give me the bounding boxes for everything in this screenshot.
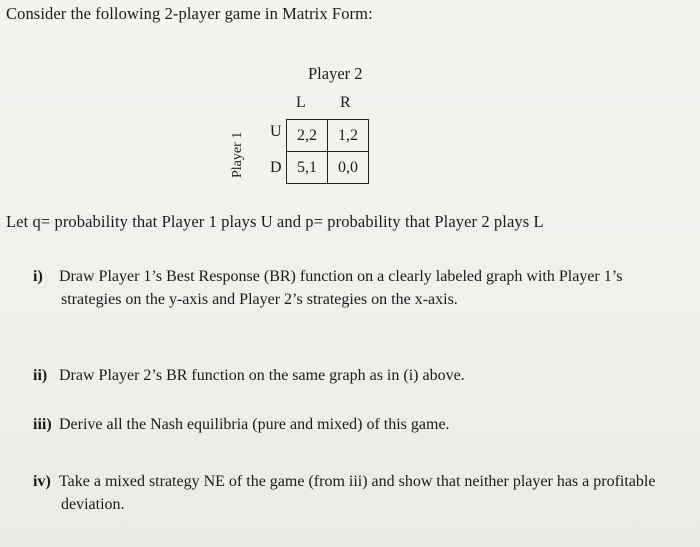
payoff-cell-d-r: 0,0 xyxy=(328,152,369,184)
question-i-line2: strategies on the y-axis and Player 2’s strategies on the x-axis. xyxy=(61,291,458,308)
matrix-row-u xyxy=(287,120,369,152)
question-iv-line2: deviation. xyxy=(61,496,125,513)
payoff-cell-u-r: 1,2 xyxy=(328,120,369,152)
question-text: Draw Player 2’s BR function on the same graph as in (i) above. xyxy=(59,367,465,384)
question-iii xyxy=(33,413,450,436)
row-label-d: D xyxy=(270,159,282,176)
question-number: i) xyxy=(33,268,43,285)
question-number: ii) xyxy=(33,367,48,384)
column-label-l: L xyxy=(296,94,306,111)
player1-label: Player 1 xyxy=(230,131,245,178)
question-text: Take a mixed strategy NE of the game (from iii) and show that neither player has a profitable xyxy=(59,473,656,490)
probability-definitions: Let q= probability that Player 1 plays U and p= probability that Player 2 plays L xyxy=(6,212,544,231)
row-label-u: U xyxy=(270,123,282,140)
question-ii xyxy=(33,364,465,387)
question-iv-line1 xyxy=(33,470,693,493)
question-number: iii) xyxy=(33,416,52,433)
question-number: iv) xyxy=(33,473,51,490)
question-text: Draw Player 1’s Best Response (BR) function on a clearly labeled graph with Player 1’s xyxy=(59,268,623,285)
column-label-r: R xyxy=(340,94,351,111)
payoff-cell-d-l: 5,1 xyxy=(287,152,328,184)
intro-text: Consider the following 2-player game in Matrix Form: xyxy=(6,4,373,23)
matrix-row-d xyxy=(287,152,369,184)
payoff-matrix xyxy=(286,119,369,184)
payoff-cell-u-l: 2,2 xyxy=(287,120,328,152)
question-i xyxy=(33,265,683,311)
player2-label: Player 2 xyxy=(308,64,363,83)
question-text: Derive all the Nash equilibria (pure and mixed) of this game. xyxy=(59,416,450,433)
question-i-line1 xyxy=(33,265,683,288)
question-iv xyxy=(33,470,693,516)
